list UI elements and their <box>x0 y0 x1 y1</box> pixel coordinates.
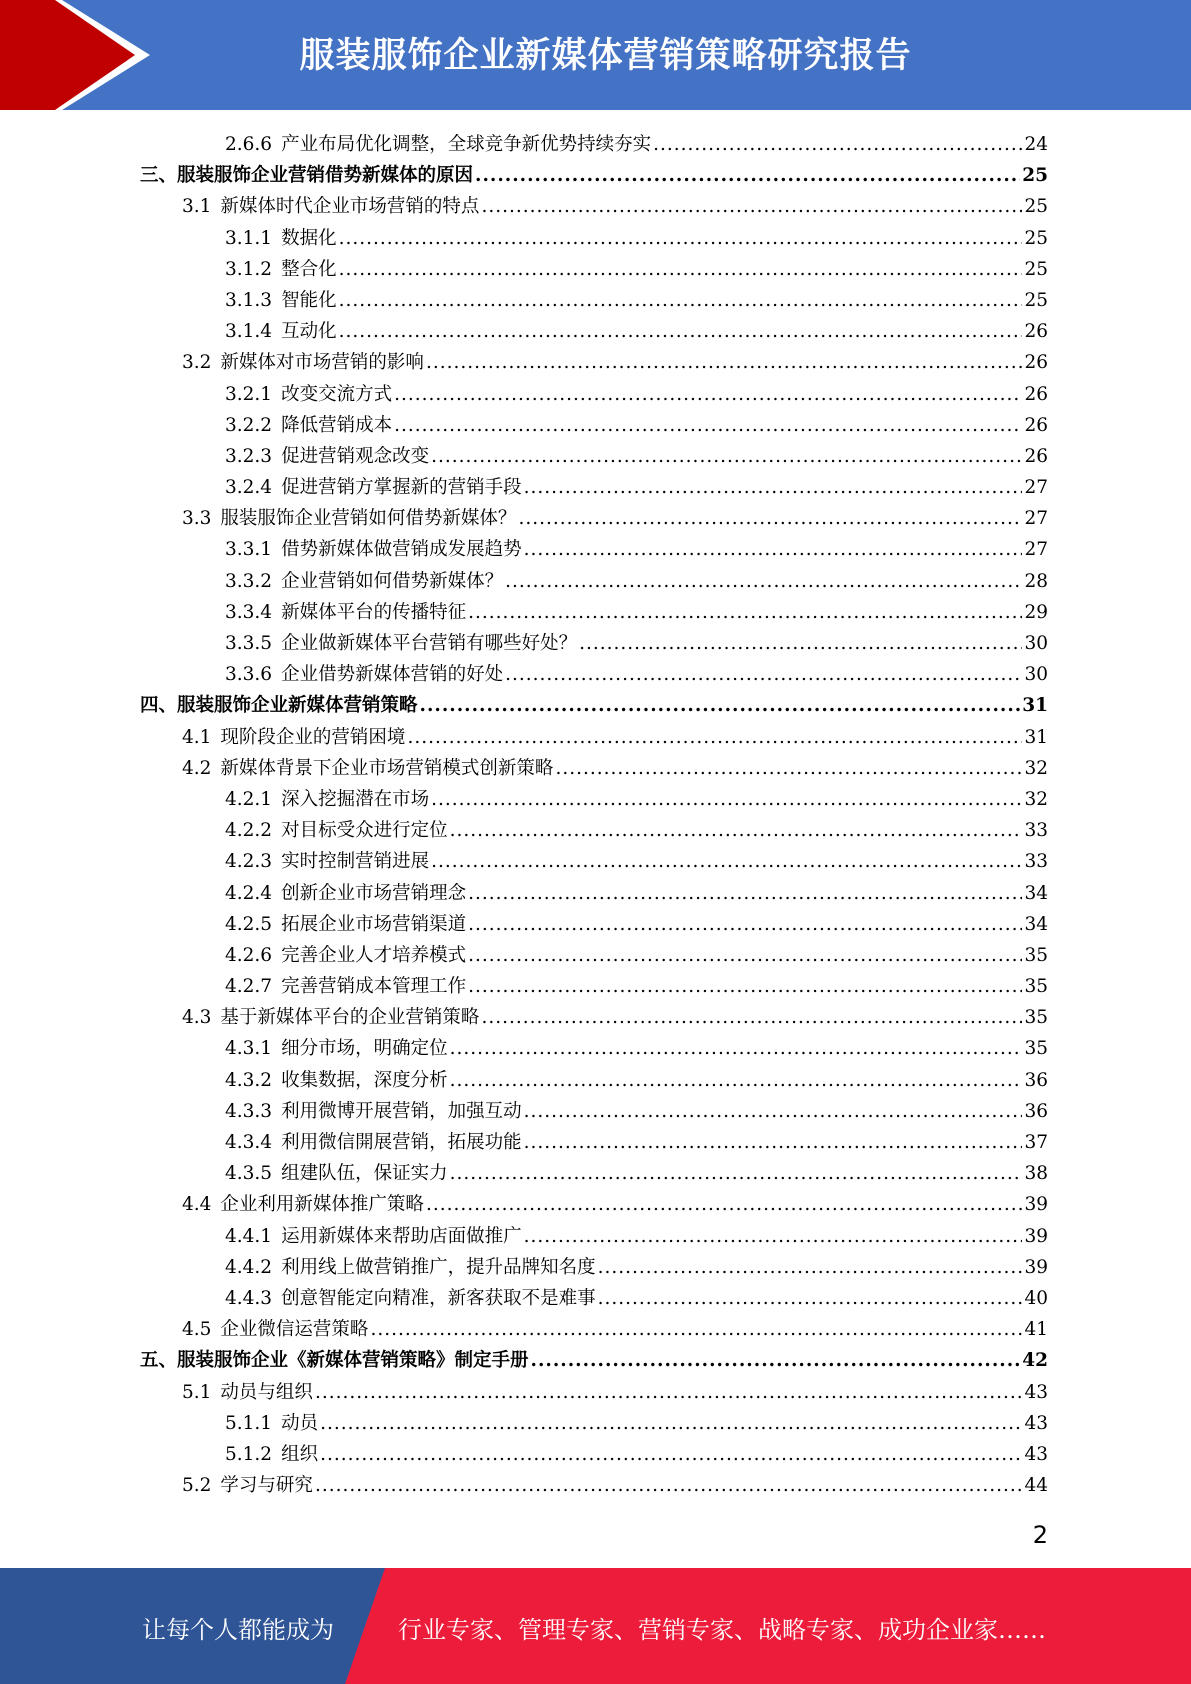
toc-entry-number: 3.2 <box>182 352 212 374</box>
toc-leader-dots <box>598 1283 1023 1314</box>
toc-entry-page: 43 <box>1024 1381 1048 1403</box>
toc-entry-number: 四、 <box>140 695 178 717</box>
toc-entry[interactable] <box>140 1065 1048 1096</box>
toc-leader-dots <box>431 846 1022 877</box>
toc-leader-dots <box>475 160 1020 191</box>
toc-entry-title: 改变交流方式 <box>281 383 393 405</box>
toc-entry[interactable] <box>140 441 1048 472</box>
toc-entry-number: 4.2.7 <box>225 976 273 998</box>
toc-entry-number: 4.3.5 <box>225 1163 273 1185</box>
toc-entry-number: 4.2.5 <box>225 913 273 935</box>
toc-entry-title: 企业做新媒体平台营销有哪些好处？ <box>281 633 578 654</box>
toc-entry-page: 42 <box>1022 1350 1048 1372</box>
toc-entry-number: 3.1.3 <box>225 289 273 311</box>
toc-entry[interactable] <box>140 566 1048 597</box>
toc-entry-number: 4.3.4 <box>225 1132 273 1153</box>
toc-entry-page: 26 <box>1024 445 1048 467</box>
toc-entry-page: 35 <box>1024 944 1048 966</box>
toc-leader-dots <box>505 566 1022 597</box>
toc-entry-number: 3.1.4 <box>225 321 273 343</box>
toc-leader-dots <box>481 1002 1022 1033</box>
toc-entry-page: 41 <box>1024 1319 1048 1341</box>
toc-entry[interactable] <box>140 1252 1048 1283</box>
page-footer <box>0 1568 1191 1684</box>
toc-entry[interactable] <box>140 1345 1048 1376</box>
toc-leader-dots <box>339 223 1023 254</box>
toc-entry[interactable] <box>140 722 1048 753</box>
toc-entry-number: 4.4.3 <box>225 1287 273 1309</box>
toc-entry-page: 27 <box>1024 539 1048 561</box>
toc-entry-title: 服装服饰企业新媒体营销策略 <box>177 695 418 717</box>
toc-entry-page: 36 <box>1024 1100 1048 1122</box>
toc-entry[interactable] <box>140 1283 1048 1314</box>
toc-entry[interactable] <box>140 690 1048 721</box>
toc-entry-title: 完善企业人才培养模式 <box>281 944 467 966</box>
toc-entry[interactable] <box>140 909 1048 940</box>
toc-entry-title: 利用微博开展营销，加强互动 <box>281 1100 522 1122</box>
toc-leader-dots <box>653 129 1022 160</box>
toc-entry-number: 4.3 <box>182 1007 212 1029</box>
toc-leader-dots <box>524 534 1023 565</box>
toc-leader-dots <box>524 1127 1023 1158</box>
toc-entry-title: 服装服饰企业营销如何借势新媒体？ <box>220 508 517 530</box>
toc-entry-page: 35 <box>1024 976 1048 998</box>
toc-entry-number: 3.3.4 <box>225 601 273 623</box>
toc-entry-page: 39 <box>1024 1194 1048 1216</box>
toc-entry-page: 25 <box>1024 289 1048 311</box>
toc-entry-page: 25 <box>1022 165 1048 187</box>
toc-entry-title: 对目标受众进行定位 <box>281 820 448 842</box>
toc-entry-title: 整合化 <box>281 258 337 280</box>
toc-entry-title: 新媒体平台的传播特征 <box>281 601 467 623</box>
toc-leader-dots <box>524 472 1023 503</box>
toc-entry-title: 新媒体时代企业市场营销的特点 <box>220 196 480 218</box>
report-title: 服装服饰企业新媒体营销策略研究报告 <box>299 36 912 76</box>
toc-entry[interactable] <box>140 1470 1048 1501</box>
toc-leader-dots <box>426 347 1023 378</box>
toc-entry[interactable] <box>140 971 1048 1002</box>
toc-entry-page: 26 <box>1024 414 1048 436</box>
toc-entry-page: 29 <box>1024 601 1048 623</box>
toc-leader-dots <box>579 628 1022 659</box>
toc-entry-number: 5.1.2 <box>225 1443 273 1465</box>
toc-leader-dots <box>468 940 1022 971</box>
toc-leader-dots <box>468 878 1022 909</box>
toc-entry-page: 33 <box>1024 851 1048 873</box>
toc-entry-title: 数据化 <box>281 227 337 249</box>
toc-entry[interactable] <box>140 1221 1048 1252</box>
toc-entry-title: 智能化 <box>281 289 337 311</box>
toc-entry[interactable] <box>140 223 1048 254</box>
toc-entry-title: 细分市场，明确定位 <box>281 1038 448 1060</box>
toc-leader-dots <box>505 659 1022 690</box>
toc-entry-title: 现阶段企业的营销困境 <box>220 726 406 748</box>
toc-entry-number: 3.3.6 <box>225 664 273 686</box>
toc-entry-title: 深入挖掘潜在市场 <box>281 788 430 810</box>
toc-entry-number: 3.1.1 <box>225 227 273 249</box>
toc-leader-dots <box>450 815 1023 846</box>
toc-entry[interactable] <box>140 534 1048 565</box>
toc-entry-number: 4.4.1 <box>225 1225 273 1247</box>
table-of-contents <box>140 129 1048 1501</box>
toc-entry-page: 31 <box>1022 695 1048 717</box>
toc-entry[interactable] <box>140 1408 1048 1439</box>
toc-entry-number: 4.2.1 <box>225 788 273 810</box>
toc-entry-page: 24 <box>1024 134 1048 155</box>
toc-entry-title: 创新企业市场营销理念 <box>281 882 467 904</box>
toc-leader-dots <box>315 1377 1023 1408</box>
toc-entry-title: 企业微信运营策略 <box>220 1319 369 1341</box>
toc-entry-title: 组建队伍，保证实力 <box>281 1163 448 1185</box>
toc-entry-page: 28 <box>1024 570 1048 592</box>
toc-entry[interactable] <box>140 878 1048 909</box>
toc-entry-page: 30 <box>1024 633 1048 654</box>
toc-entry-title: 利用微信開展营销，拓展功能 <box>281 1132 522 1153</box>
toc-entry[interactable] <box>140 597 1048 628</box>
toc-entry-page: 43 <box>1024 1443 1048 1465</box>
toc-entry[interactable] <box>140 285 1048 316</box>
toc-entry-page: 27 <box>1024 508 1048 530</box>
toc-entry-title: 利用线上做营销推广，提升品牌知名度 <box>281 1256 596 1278</box>
toc-entry-title: 拓展企业市场营销渠道 <box>281 913 467 935</box>
toc-entry-page: 37 <box>1024 1132 1048 1153</box>
toc-entry-number: 4.4 <box>182 1194 212 1216</box>
toc-entry-title: 动员 <box>281 1412 319 1434</box>
toc-entry[interactable] <box>140 1002 1048 1033</box>
toc-entry-number: 3.1.2 <box>225 258 273 280</box>
toc-entry-number: 4.2.6 <box>225 944 273 966</box>
toc-entry[interactable] <box>140 1096 1048 1127</box>
toc-leader-dots <box>339 316 1023 347</box>
toc-entry-page: 26 <box>1024 321 1048 343</box>
toc-entry-number: 5.2 <box>182 1475 212 1497</box>
toc-entry-page: 25 <box>1024 227 1048 249</box>
toc-leader-dots <box>468 971 1022 1002</box>
toc-entry-number: 3.3.1 <box>225 539 273 561</box>
toc-entry-title: 学习与研究 <box>220 1475 313 1497</box>
toc-entry-number: 3.3 <box>182 508 212 530</box>
toc-leader-dots <box>394 410 1022 441</box>
toc-entry-title: 基于新媒体平台的企业营销策略 <box>220 1007 480 1029</box>
toc-entry-page: 39 <box>1024 1256 1048 1278</box>
toc-entry[interactable] <box>140 191 1048 222</box>
toc-entry-page: 32 <box>1024 757 1048 779</box>
toc-leader-dots <box>524 1221 1023 1252</box>
toc-entry-title: 实时控制营销进展 <box>281 851 430 873</box>
toc-entry-title: 创意智能定向精准，新客获取不是难事 <box>281 1287 596 1309</box>
toc-entry-page: 35 <box>1024 1038 1048 1060</box>
toc-entry[interactable] <box>140 940 1048 971</box>
toc-leader-dots <box>320 1439 1022 1470</box>
toc-entry[interactable] <box>140 1314 1048 1345</box>
toc-leader-dots <box>431 784 1022 815</box>
toc-entry-page: 26 <box>1024 383 1048 405</box>
toc-entry-page: 30 <box>1024 664 1048 686</box>
toc-entry-title: 促进营销观念改变 <box>281 445 430 467</box>
toc-entry-title: 企业利用新媒体推广策略 <box>220 1194 424 1216</box>
toc-entry-number: 3.2.3 <box>225 445 273 467</box>
toc-entry-number: 五、 <box>140 1350 178 1372</box>
toc-entry-page: 36 <box>1024 1069 1048 1091</box>
toc-entry[interactable] <box>140 846 1048 877</box>
toc-entry-page: 33 <box>1024 820 1048 842</box>
toc-entry-title: 新媒体对市场营销的影响 <box>220 352 424 374</box>
footer-slogan-right: 行业专家、管理专家、营销专家、战略专家、成功企业家…… <box>398 1616 1046 1644</box>
toc-entry-number: 4.5 <box>182 1319 212 1341</box>
toc-entry-title: 企业借势新媒体营销的好处 <box>281 664 504 686</box>
toc-leader-dots <box>339 254 1023 285</box>
toc-entry-title: 新媒体背景下企业市场营销模式创新策略 <box>220 757 554 779</box>
toc-leader-dots <box>394 379 1022 410</box>
toc-entry-number: 4.3.2 <box>225 1069 273 1091</box>
toc-entry-title: 服装服饰企业营销借势新媒体的原因 <box>177 165 474 187</box>
toc-leader-dots <box>431 441 1022 472</box>
toc-leader-dots <box>518 503 1022 534</box>
toc-entry-page: 25 <box>1024 196 1048 218</box>
page-number: 2 <box>1032 1521 1048 1549</box>
toc-leader-dots <box>468 909 1022 940</box>
toc-entry-page: 25 <box>1024 258 1048 280</box>
toc-entry[interactable] <box>140 815 1048 846</box>
toc-entry-page: 32 <box>1024 788 1048 810</box>
toc-entry-number: 5.1 <box>182 1381 212 1403</box>
toc-entry[interactable] <box>140 628 1048 659</box>
toc-entry-title: 借势新媒体做营销成发展趋势 <box>281 539 522 561</box>
toc-entry[interactable] <box>140 1127 1048 1158</box>
toc-entry-title: 降低营销成本 <box>281 414 393 436</box>
toc-leader-dots <box>481 191 1022 222</box>
toc-entry[interactable] <box>140 1439 1048 1470</box>
toc-entry-number: 3.2.2 <box>225 414 273 436</box>
toc-entry[interactable] <box>140 1158 1048 1189</box>
toc-entry-page: 39 <box>1024 1225 1048 1247</box>
toc-entry[interactable] <box>140 784 1048 815</box>
toc-entry-page: 26 <box>1024 352 1048 374</box>
toc-leader-dots <box>450 1033 1023 1064</box>
page-header <box>0 0 1191 110</box>
toc-entry-number: 3.2.1 <box>225 383 273 405</box>
toc-leader-dots <box>524 1096 1023 1127</box>
toc-leader-dots <box>320 1408 1022 1439</box>
toc-leader-dots <box>450 1065 1023 1096</box>
toc-entry-number: 5.1.1 <box>225 1412 273 1434</box>
toc-leader-dots <box>339 285 1023 316</box>
toc-entry[interactable] <box>140 1377 1048 1408</box>
toc-entry[interactable] <box>140 347 1048 378</box>
toc-entry-number: 4.2.4 <box>225 882 273 904</box>
toc-entry[interactable] <box>140 160 1048 191</box>
toc-entry[interactable] <box>140 472 1048 503</box>
toc-leader-dots <box>407 722 1022 753</box>
toc-entry[interactable] <box>140 379 1048 410</box>
toc-entry-number: 4.4.2 <box>225 1256 273 1278</box>
toc-entry-page: 27 <box>1024 477 1048 499</box>
toc-entry-page: 40 <box>1024 1287 1048 1309</box>
toc-entry-page: 31 <box>1024 726 1048 748</box>
toc-entry-number: 2.6.6 <box>225 134 273 155</box>
toc-entry-title: 促进营销方掌握新的营销手段 <box>281 477 522 499</box>
toc-entry-title: 企业营销如何借势新媒体？ <box>281 570 504 592</box>
toc-entry-title: 运用新媒体来帮助店面做推广 <box>281 1225 522 1247</box>
toc-leader-dots <box>531 1345 1021 1376</box>
toc-entry-title: 收集数据，深度分析 <box>281 1069 448 1091</box>
toc-leader-dots <box>420 690 1021 721</box>
toc-leader-dots <box>370 1314 1022 1345</box>
toc-entry[interactable] <box>140 410 1048 441</box>
toc-entry-number: 4.2.3 <box>225 851 273 873</box>
toc-leader-dots <box>450 1158 1023 1189</box>
toc-entry-page: 44 <box>1024 1475 1048 1497</box>
footer-slogan-left: 让每个人都能成为 <box>142 1616 334 1644</box>
toc-entry[interactable] <box>140 1189 1048 1220</box>
toc-entry-title: 动员与组织 <box>220 1381 313 1403</box>
toc-entry[interactable] <box>140 1033 1048 1064</box>
toc-entry[interactable] <box>140 129 1048 160</box>
toc-entry-number: 三、 <box>140 165 178 187</box>
toc-entry-title: 服装服饰企业《新媒体营销策略》制定手册 <box>177 1350 529 1372</box>
toc-entry-page: 43 <box>1024 1412 1048 1434</box>
toc-entry-page: 34 <box>1024 882 1048 904</box>
toc-entry-number: 4.2 <box>182 757 212 779</box>
toc-entry-page: 34 <box>1024 913 1048 935</box>
toc-entry[interactable] <box>140 503 1048 534</box>
toc-entry[interactable] <box>140 254 1048 285</box>
toc-entry[interactable] <box>140 316 1048 347</box>
toc-entry-title: 产业布局优化调整，全球竞争新优势持续夯实 <box>281 134 652 155</box>
toc-leader-dots <box>468 597 1022 628</box>
toc-leader-dots <box>598 1252 1023 1283</box>
toc-entry-number: 4.1 <box>182 726 212 748</box>
toc-entry-title: 完善营销成本管理工作 <box>281 976 467 998</box>
toc-entry-title: 互动化 <box>281 321 337 343</box>
toc-entry[interactable] <box>140 659 1048 690</box>
toc-entry-page: 38 <box>1024 1163 1048 1185</box>
toc-entry-number: 3.3.2 <box>225 570 273 592</box>
toc-leader-dots <box>426 1189 1023 1220</box>
toc-leader-dots <box>555 753 1022 784</box>
toc-entry-number: 4.3.1 <box>225 1038 273 1060</box>
toc-entry-title: 组织 <box>281 1443 319 1465</box>
toc-entry-number: 4.2.2 <box>225 820 273 842</box>
toc-entry-page: 35 <box>1024 1007 1048 1029</box>
toc-entry[interactable] <box>140 753 1048 784</box>
toc-entry-number: 3.3.5 <box>225 633 273 654</box>
toc-entry-number: 3.1 <box>182 196 212 218</box>
toc-entry-number: 3.2.4 <box>225 477 273 499</box>
toc-leader-dots <box>315 1470 1023 1501</box>
toc-entry-number: 4.3.3 <box>225 1100 273 1122</box>
